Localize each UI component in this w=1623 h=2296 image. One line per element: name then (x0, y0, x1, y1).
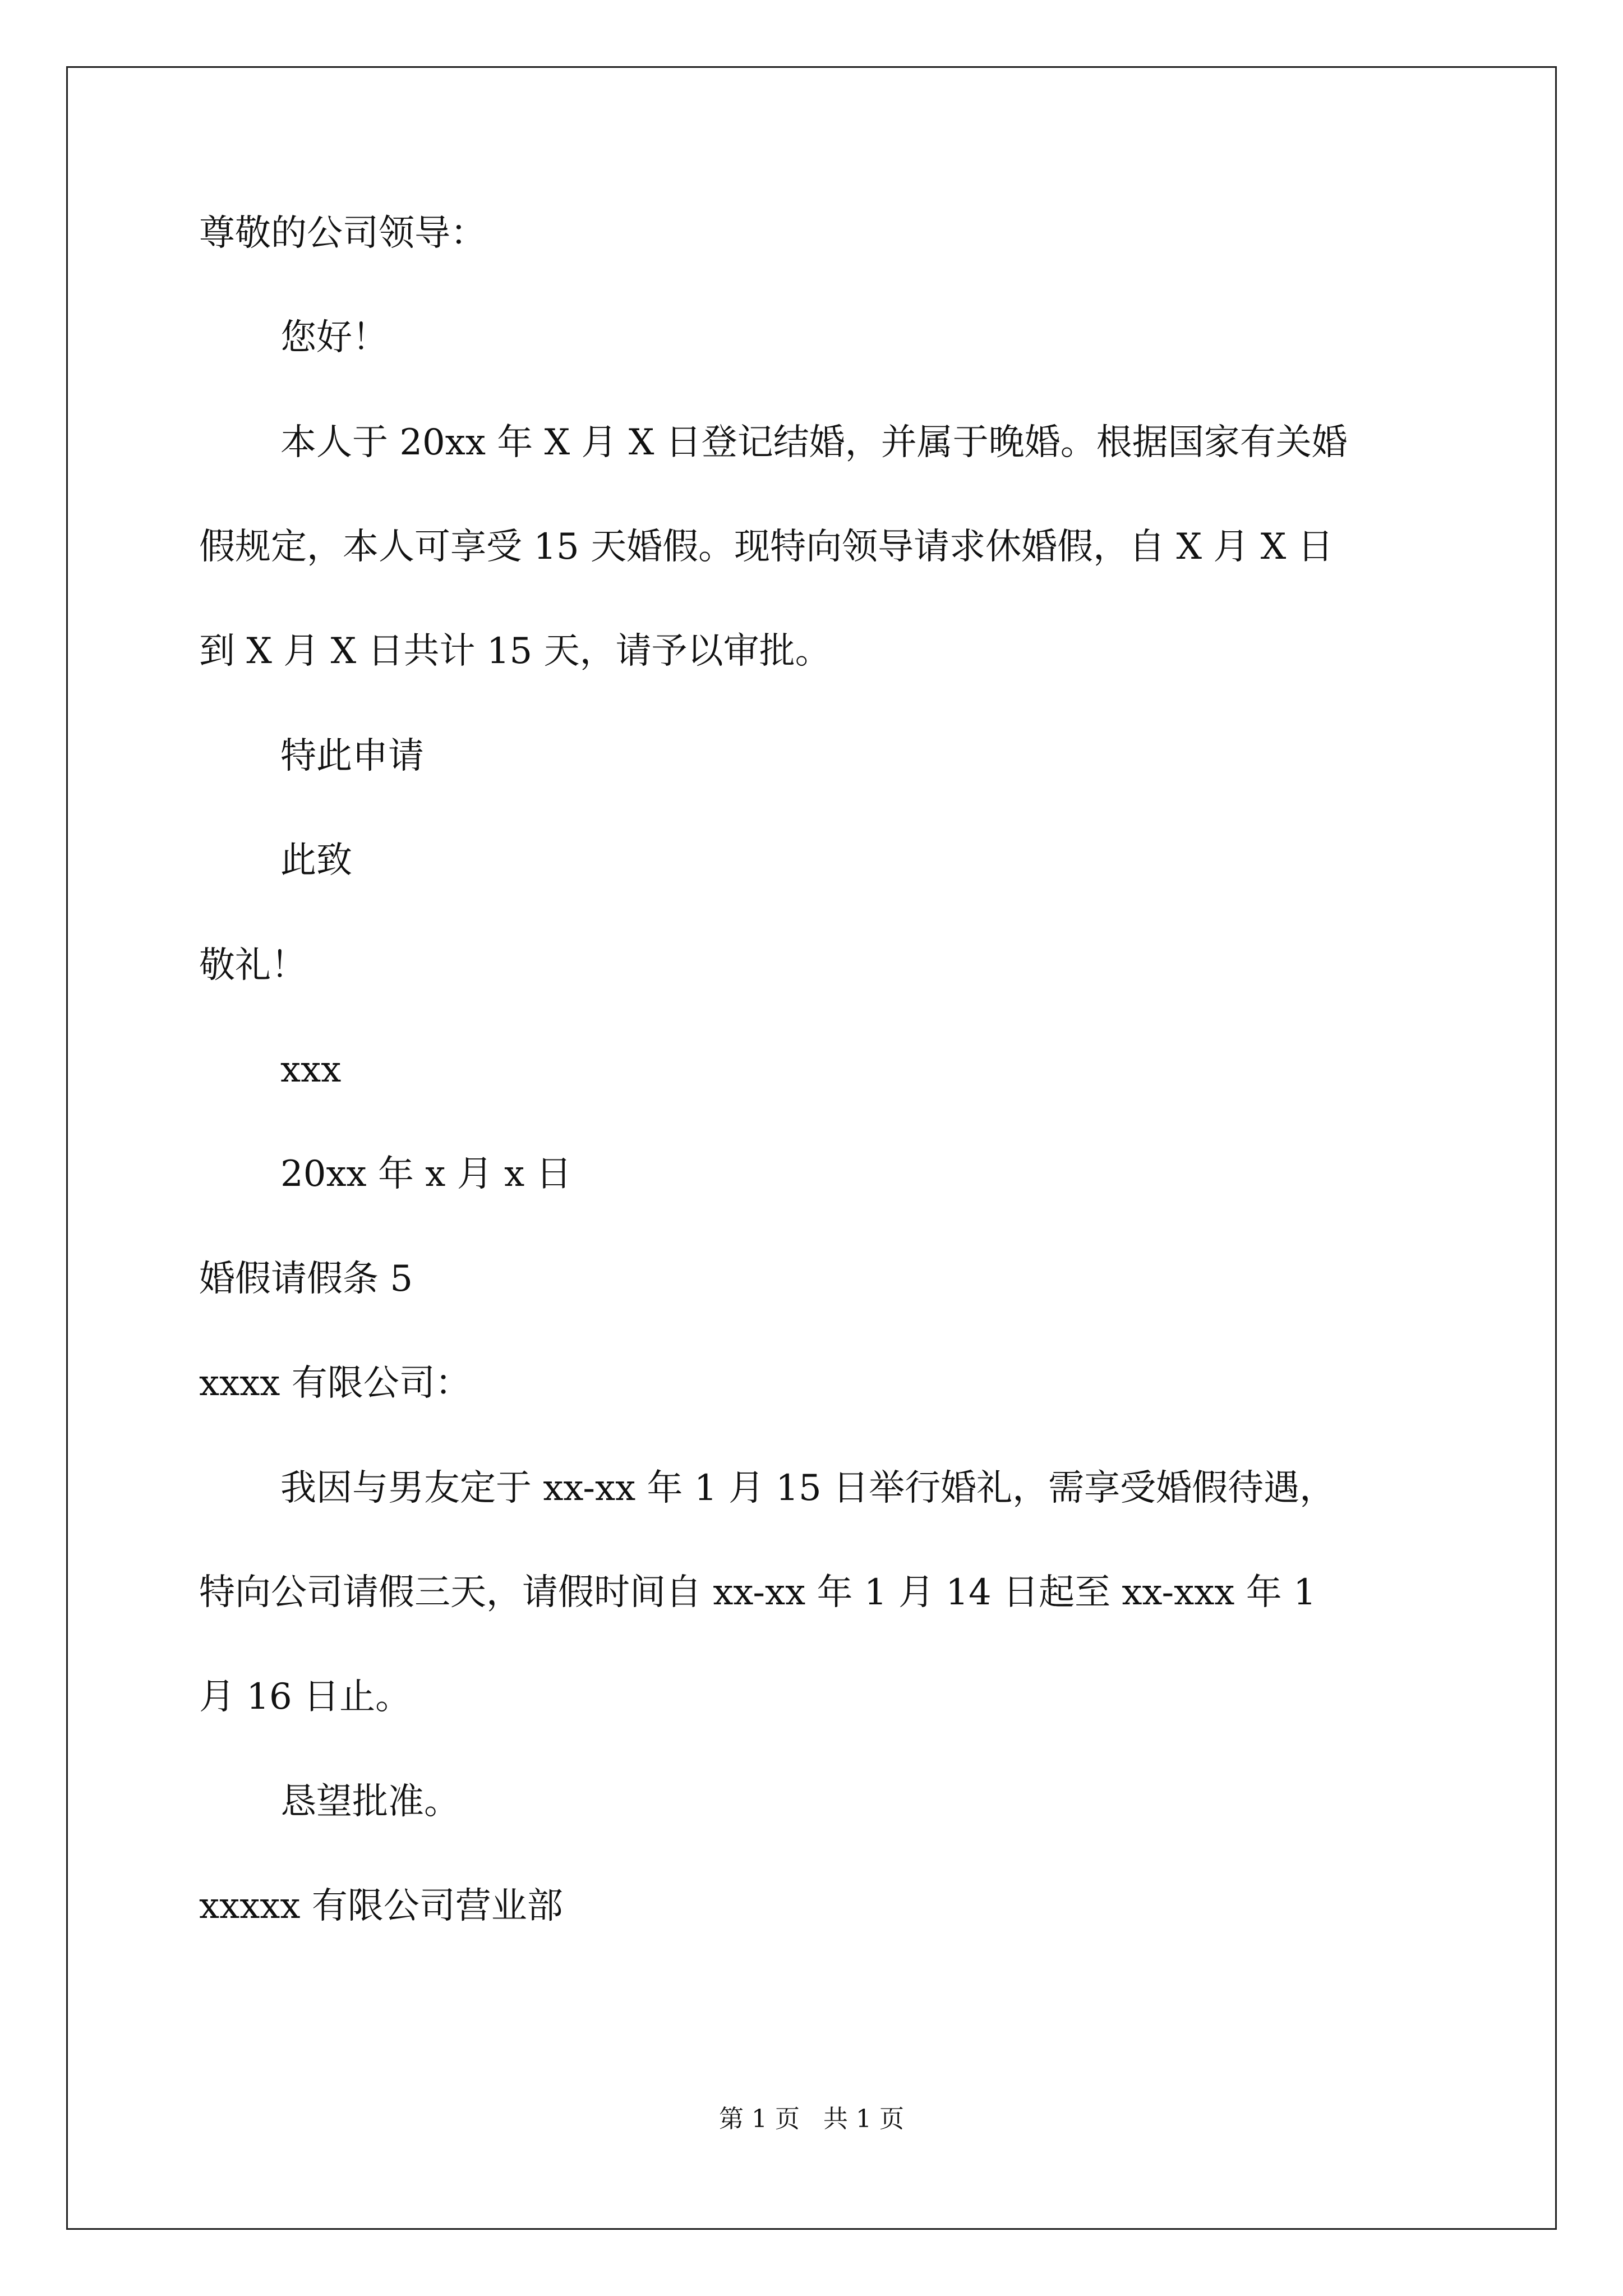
body2-line-3: 月 16 日止。 (199, 1676, 412, 1718)
section-title: 婚假请假条 5 (199, 1258, 413, 1300)
greeting: 您好！ (280, 317, 388, 358)
closing-request: 特此申请 (280, 735, 424, 777)
closing-jingli: 敬礼！ (199, 945, 307, 986)
signature-name: xxx (280, 1049, 342, 1091)
body-line-1: 本人于 20xx 年 X 月 X 日登记结婚，并属于晚婚。根据国家有关婚 (280, 422, 1348, 463)
sender-department: xxxxx 有限公司营业部 (199, 1885, 563, 1927)
body2-line-2: 特向公司请假三天，请假时间自 xx-xx 年 1 月 14 日起至 xx-xxx 年 1 (199, 1572, 1316, 1613)
body2-line-1: 我因与男友定于 xx-xx 年 1 月 15 日举行婚礼，需享受婚假待遇， (280, 1467, 1336, 1509)
request-approval: 恳望批准。 (280, 1781, 460, 1823)
closing-cizhi: 此致 (280, 840, 352, 881)
recipient: xxxx 有限公司： (199, 1363, 471, 1404)
body-line-2: 假规定，本人可享受 15 天婚假。现特向领导请求休婚假，自 X 月 X 日 (199, 526, 1334, 568)
body-line-3: 到 X 月 X 日共计 15 天，请予以审批。 (199, 631, 831, 672)
page-number-footer: 第 1 页 共 1 页 (719, 2105, 904, 2133)
salutation: 尊敬的公司领导： (199, 213, 486, 254)
signature-date: 20xx 年 x 月 x 日 (280, 1153, 572, 1195)
